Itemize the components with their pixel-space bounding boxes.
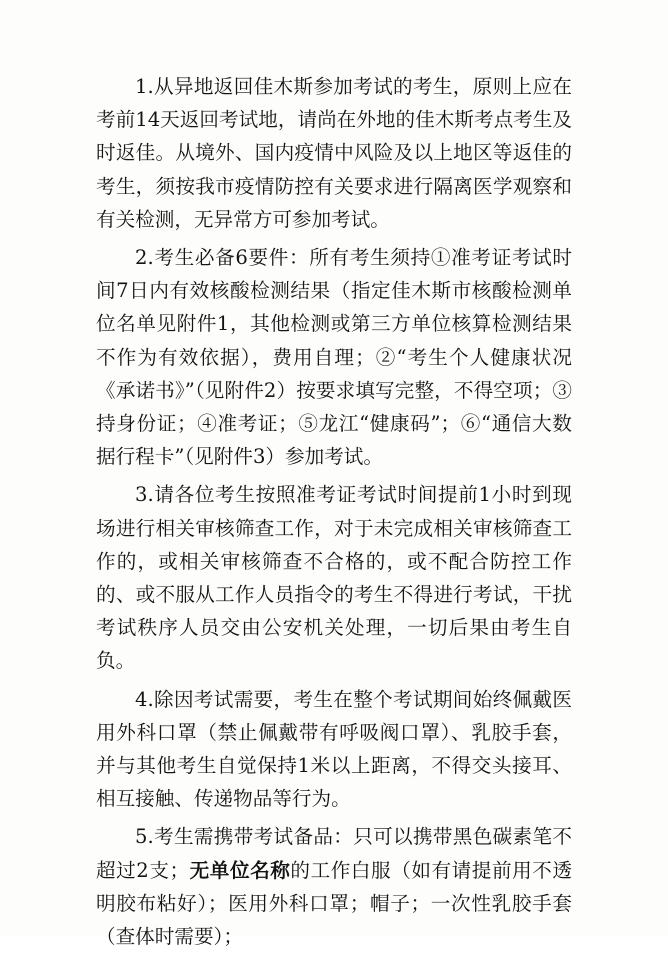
paragraph-4: 4.除因考试需要，考生在整个考试期间始终佩戴医用外科口罩（禁止佩戴带有呼吸阀口罩）、乳胶手套，并与其他考生自觉保持1米以上距离，不得交头接耳、相互接触、传递物品等行为。 (96, 687, 572, 811)
paragraph-3: 3.请各位考生按照准考证考试时间提前1小时到现场进行相关审核筛查工作，对于未完成相关审核筛查工作的，或相关审核筛查不合格的，或不配合防控工作的、或不服从工作人员指令的考生不得进行考试，干扰考试秩序人员交由公安机关处理，一切后果由考生自负。 (96, 483, 572, 673)
paragraph-1: 1.从异地返回佳木斯参加考试的考生，原则上应在考前14天返回考试地，请尚在外地的佳木斯考点考生及时返佳。从境外、国内疫情中风险及以上地区等返佳的考生，须按我市疫情防控有关要求进行隔离医学观察和有关检测，无异常方可参加考试。 (96, 75, 572, 231)
paragraph-5 (96, 820, 572, 953)
paragraph-5-emphasis: 无单位名称 (189, 858, 291, 882)
paragraph-5-start: 5.考生需携带考试备品：只可以携带黑色碳素笔不超过2支； (96, 825, 572, 882)
paragraph-5-end: 的工作白服（如有请提前用不透明胶布粘好）；医用外科口罩；帽子；一次性乳胶手套（查体时需要）； (96, 858, 573, 949)
paragraph-2: 2.考生必备6要件：所有考生须持①准考证考试时间7日内有效核酸检测结果（指定佳木斯市核酸检测单位名单见附件1，其他检测或第三方单位核算检测结果不作为有效依据），费用自理；②“考生个人健康状况《承诺书》”（见附件2）按要求填写完整，不得空项；③持身份证；④准考证；⑤龙江“健康码”；⑥“通信大数据行程卡”（见附件3）参加考试。 (96, 246, 572, 469)
document-body (96, 70, 572, 953)
